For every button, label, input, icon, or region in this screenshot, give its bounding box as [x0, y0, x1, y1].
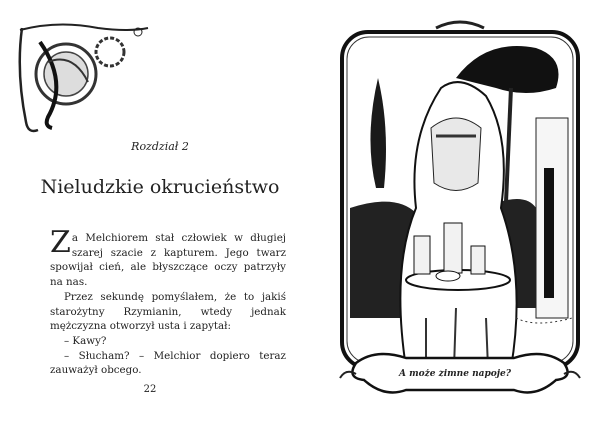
- paragraph: Przez sekundę pomyślałem, że to jakiś starożytny Rzymianin, wtedy jednak mężczyzna otworzył usta i zapytał:: [50, 290, 286, 333]
- dialogue-line: – Słucham? – Melchior dopiero teraz zauważył obcego.: [50, 349, 286, 377]
- illustration-caption: A może zimne napoje?: [399, 369, 511, 379]
- illustration-hooded-waiter: [336, 18, 584, 408]
- drop-cap: Z: [50, 225, 71, 260]
- chapter-title: Nieludzkie okrucieństwo: [40, 176, 280, 198]
- chapter-text: [50, 225, 286, 378]
- right-page: [300, 0, 600, 429]
- dialogue-line: – Kawy?: [64, 334, 107, 347]
- paragraph: a Melchiorem stał człowiek w długiej szarej szacie z kapturem. Jego twarz spowijał cień, ale błyszczące oczy patrzyły na nas.: [50, 232, 286, 289]
- page-number: 22: [143, 384, 157, 395]
- ornamental-initial-icon: [18, 22, 153, 137]
- chapter-label: Rozdział 2: [131, 140, 189, 153]
